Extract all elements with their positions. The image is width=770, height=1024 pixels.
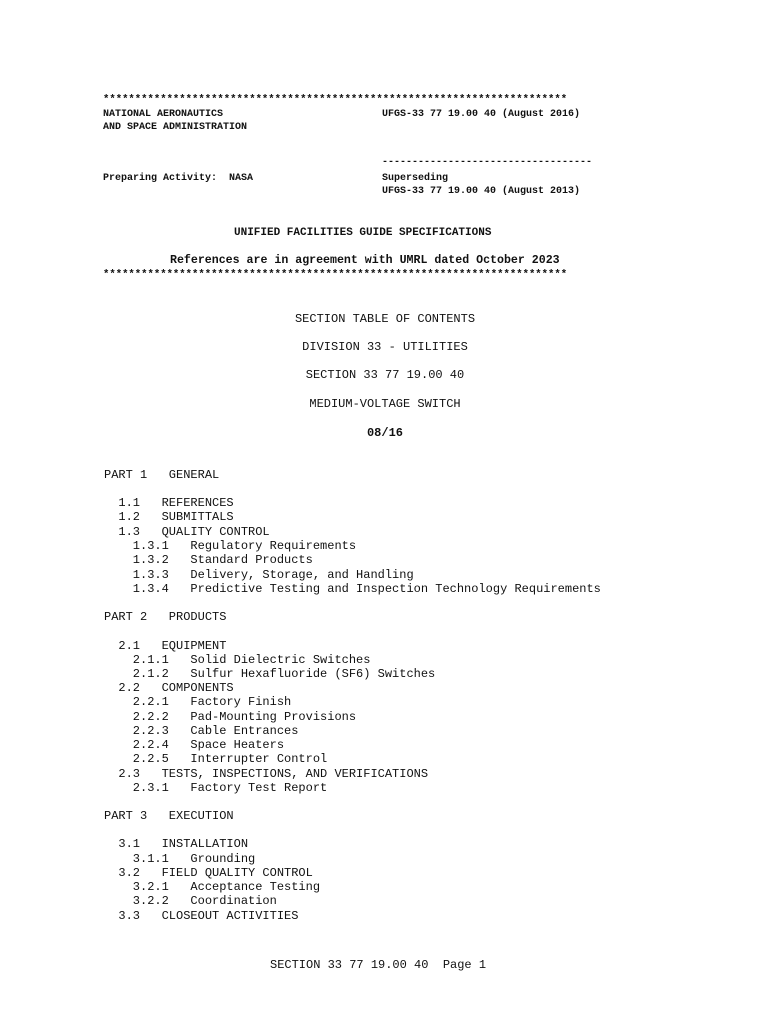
toc-title: SECTION TABLE OF CONTENTS bbox=[294, 312, 476, 326]
toc-entry-3-3: 3.3 CLOSEOUT ACTIVITIES bbox=[104, 909, 299, 923]
toc-entry-2-2: 2.2 COMPONENTS bbox=[104, 681, 234, 695]
toc-entry-2-1: 2.1 EQUIPMENT bbox=[104, 639, 227, 653]
toc-entry-3-2-2: 3.2.2 Coordination bbox=[104, 894, 277, 908]
toc-entry-2-2-4: 2.2.4 Space Heaters bbox=[104, 738, 285, 752]
toc-entry-2-3: 2.3 TESTS, INSPECTIONS, AND VERIFICATIONS bbox=[104, 767, 429, 781]
part-2-heading: PART 2 PRODUCTS bbox=[104, 610, 227, 624]
part-1-heading: PART 1 GENERAL bbox=[104, 468, 220, 482]
toc-entry-2-2-5: 2.2.5 Interrupter Control bbox=[104, 752, 328, 766]
section-subject: MEDIUM-VOLTAGE SWITCH bbox=[309, 397, 461, 411]
toc-entry-1-3-1: 1.3.1 Regulatory Requirements bbox=[104, 539, 357, 553]
toc-entry-1-3-3: 1.3.3 Delivery, Storage, and Handling bbox=[104, 568, 414, 582]
toc-entry-1-1: 1.1 REFERENCES bbox=[104, 496, 234, 510]
toc-entry-2-1-2: 2.1.2 Sulfur Hexafluoride (SF6) Switches bbox=[104, 667, 436, 681]
dash-divider: ----------------------------------- bbox=[382, 157, 593, 168]
superseding-label: Superseding bbox=[382, 173, 449, 184]
toc-entry-1-3: 1.3 QUALITY CONTROL bbox=[104, 525, 270, 539]
toc-entry-2-2-1: 2.2.1 Factory Finish bbox=[104, 695, 292, 709]
toc-entry-1-3-4: 1.3.4 Predictive Testing and Inspection Technology Requirements bbox=[104, 582, 601, 596]
toc-entry-2-1-1: 2.1.1 Solid Dielectric Switches bbox=[104, 653, 371, 667]
toc-entry-3-1: 3.1 INSTALLATION bbox=[104, 837, 249, 851]
toc-entry-1-2: 1.2 SUBMITTALS bbox=[104, 510, 234, 524]
org-name-line1: NATIONAL AERONAUTICS bbox=[103, 109, 224, 120]
guide-title: UNIFIED FACILITIES GUIDE SPECIFICATIONS bbox=[234, 227, 492, 239]
toc-entry-2-2-3: 2.2.3 Cable Entrances bbox=[104, 724, 299, 738]
references-note: References are in agreement with UMRL dated October 2023 bbox=[170, 254, 560, 267]
star-divider-top: ************************************************************************* bbox=[103, 94, 568, 106]
part-3-heading: PART 3 EXECUTION bbox=[104, 809, 234, 823]
page-footer: SECTION 33 77 19.00 40 Page 1 bbox=[270, 958, 487, 972]
section-number: SECTION 33 77 19.00 40 bbox=[305, 368, 465, 382]
preparing-activity: Preparing Activity: NASA bbox=[103, 173, 254, 184]
toc-entry-3-2-1: 3.2.1 Acceptance Testing bbox=[104, 880, 321, 894]
star-divider-bottom: ************************************************************************* bbox=[103, 269, 568, 281]
date-code: 08/16 bbox=[366, 426, 403, 440]
toc-entry-3-2: 3.2 FIELD QUALITY CONTROL bbox=[104, 866, 313, 880]
toc-entry-2-2-2: 2.2.2 Pad-Mounting Provisions bbox=[104, 710, 357, 724]
org-name-line2: AND SPACE ADMINISTRATION bbox=[103, 122, 248, 133]
ufgs-superseded-version: UFGS-33 77 19.00 40 (August 2013) bbox=[382, 186, 581, 197]
division-title: DIVISION 33 - UTILITIES bbox=[302, 340, 468, 354]
toc-entry-2-3-1: 2.3.1 Factory Test Report bbox=[104, 781, 328, 795]
toc-entry-3-1-1: 3.1.1 Grounding bbox=[104, 852, 256, 866]
toc-entry-1-3-2: 1.3.2 Standard Products bbox=[104, 553, 313, 567]
ufgs-current-version: UFGS-33 77 19.00 40 (August 2016) bbox=[382, 109, 581, 120]
